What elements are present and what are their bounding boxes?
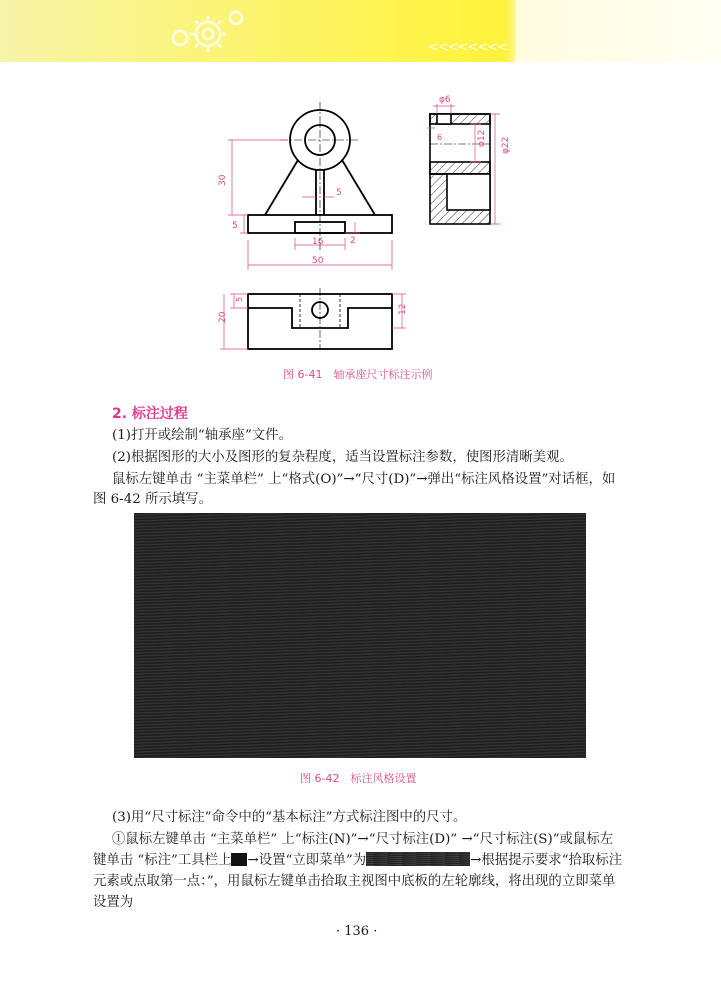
dim-inner: 12 (398, 303, 408, 315)
paragraph-5-line-4: 设置为 (93, 895, 134, 910)
gear-icon (160, 4, 250, 59)
dim-depth: 20 (218, 311, 228, 323)
page-number: · 136 · (336, 924, 378, 939)
top-view-drawing (212, 288, 412, 358)
figure-6-41-caption: 图 6-41 轴承座尺寸标注示例 (283, 368, 433, 381)
front-view-drawing (210, 100, 410, 275)
dim-slot-depth: 2 (350, 236, 356, 246)
paragraph-2: (2)根据图形的大小及图形的复杂程度，适当设置标注参数，使图形清晰美观。 (112, 450, 573, 465)
dim-total-width: 50 (312, 256, 324, 266)
header-chevrons: <<<<<<<< (428, 40, 508, 55)
header-light-panel (515, 0, 721, 62)
side-view-drawing (415, 92, 515, 242)
paragraph-5-line-3: 元素或点取第一点：”，用鼠标左键单击拾取主视图中底板的左轮廓线，将出现的立即菜单 (93, 874, 616, 889)
paragraph-5-line-2-part-c: →根据提示要求“拾取标注 (470, 853, 623, 868)
dim-outer: φ22 (501, 136, 511, 154)
paragraph-3-line-2: 图 6-42 所示填写。 (93, 492, 212, 507)
dim-thick: 5 (235, 296, 244, 302)
paragraph-4: (3)用“尺寸标注”命令中的“基本标注”方式标注图中的尺寸。 (112, 810, 467, 825)
dim-hole: φ6 (439, 95, 451, 105)
dim-slot-width: 16 (312, 237, 324, 247)
paragraph-1: (1)打开或绘制“轴承座”文件。 (112, 428, 292, 443)
dim-base: 5 (232, 221, 238, 231)
paragraph-5-line-2-part-a: 键单击 “标注”工具栏上 (93, 853, 232, 868)
paragraph-5-line-2 (93, 851, 622, 870)
section-heading: 2. 标注过程 (112, 406, 188, 422)
immediate-menu-image (366, 852, 470, 866)
dim-rib: 5 (336, 188, 342, 198)
figure-6-42-caption: 图 6-42 标注风格设置 (300, 772, 417, 785)
toolbar-dimension-icon (231, 853, 247, 866)
dim-height: 30 (218, 174, 228, 186)
paragraph-3-line-1: 鼠标左键单击 “主菜单栏” 上“格式(O)”→“尺寸(D)”→弹出“标注风格设置”对话框，如 (112, 472, 616, 487)
dim-bore: φ12 (477, 129, 487, 147)
dim-small: 6 (437, 133, 443, 142)
dimension-style-dialog-image (134, 513, 586, 758)
paragraph-5-line-1: ①鼠标左键单击 “主菜单栏” 上“标注(N)”→“尺寸标注(D)” →“尺寸标注(S)”或鼠标左 (112, 832, 614, 847)
paragraph-5-line-2-part-b: →设置“立即菜单”为 (247, 853, 367, 868)
